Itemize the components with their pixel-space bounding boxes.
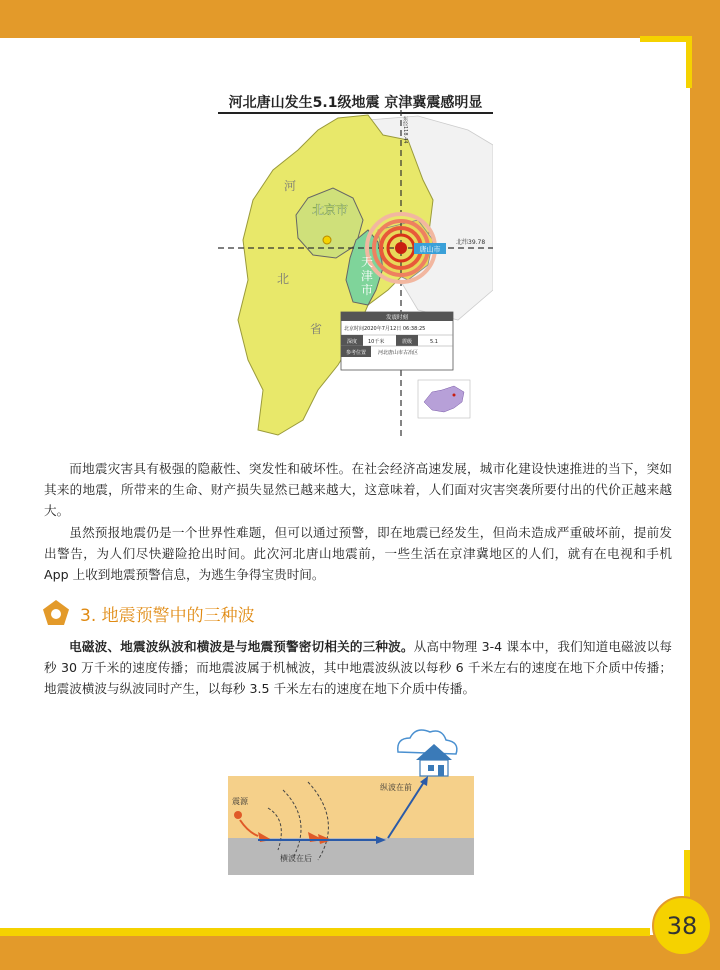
china-inset-map [418,380,470,418]
hebei-label-2: 北 [276,272,290,286]
info-magnitude-label: 震级 [401,339,413,345]
latitude-label: 北纬39.78 [456,239,486,246]
bottom-frame-bar [0,936,720,970]
paragraph-3-bold: 电磁波、地震波纵波和横波是与地震预警密切相关的三种波。 [69,639,414,654]
paragraph-3 [44,636,672,699]
info-time: 北京时间2020年7月12日 06:38:25 [344,326,426,332]
corner-accent-right [686,36,692,88]
tangshan-label: 唐山市 [419,245,441,254]
section-heading [42,598,255,628]
info-reference-value: 河北唐山市古冶区 [378,350,419,356]
longitude-label: 东经118.44 [402,116,408,144]
paragraph-2-text: 虽然预报地震仍是一个世界性难题，但可以通过预警，即在地震已经发生，但尚未造成严重破坏前，提前发出警告，为人们尽快避险抢出时间。此次河北唐山地震前，一些生活在京津冀地区的人们，就有在电视和手机 App 上收到地震预警信息，为逃生争得宝贵时间。 [44,525,672,582]
page-number: 38 [652,896,712,956]
section-title: 3. 地震预警中的三种波 [80,605,255,626]
house-icon [416,744,452,776]
tianjin-label-1: 天 [360,255,374,269]
tianjin-label-3: 市 [360,283,374,297]
paragraph-3-text: 从高中物理 3-4 课本中，我们知道电磁波以每秒 30 万千米的速度传播；而地震波属于机械波，其中地震波纵波以每秒 6 千米左右的速度在地下介质中传播；地震波横波与纵波同时产生，以每秒 3.5 千米左右的速度在地下介质中传播。 [44,639,673,696]
p-wave-label: 纵波在前 [380,783,412,792]
info-reference-label: 参考位置 [345,350,367,356]
paragraph-1-text: 而地震灾害具有极强的隐蔽性、突发性和破坏性。在社会经济高速发展，城市化建设快速推进的当下，突如其来的地震，所带来的生命、财产损失显然已越来越大，这意味着，人们面对灾害突袭所要付出的代价正越来越大。 [44,461,672,518]
hypocenter-marker [234,811,242,819]
info-header: 发震时刻 [385,315,409,321]
tianjin-label-2: 津 [360,269,374,283]
earthquake-info-table [341,312,453,370]
hebei-label-3: 省 [309,322,323,336]
info-depth-value: 10千米 [368,339,385,345]
s-wave-label: 横波在后 [280,854,312,863]
paragraph-2 [44,522,672,585]
pentagon-icon [42,599,70,627]
corner-accent-top [640,36,688,42]
earthquake-map [218,90,493,436]
map-title: 河北唐山发生5.1级地震 京津冀震感明显 [228,95,483,111]
info-magnitude-value: 5.1 [430,339,438,345]
hypocenter-label: 震源 [232,797,248,806]
hebei-label-1: 河 [283,179,297,193]
bottom-accent-line [0,928,650,936]
beijing-label: 北京市 [311,203,349,217]
info-depth-label: 深度 [346,339,358,345]
top-frame-bar [0,0,720,38]
seismic-wave-figure [228,720,474,875]
paragraph-1 [44,458,672,521]
beijing-capital-marker [323,236,331,244]
ground-layer [228,776,474,840]
rock-layer [228,838,474,875]
